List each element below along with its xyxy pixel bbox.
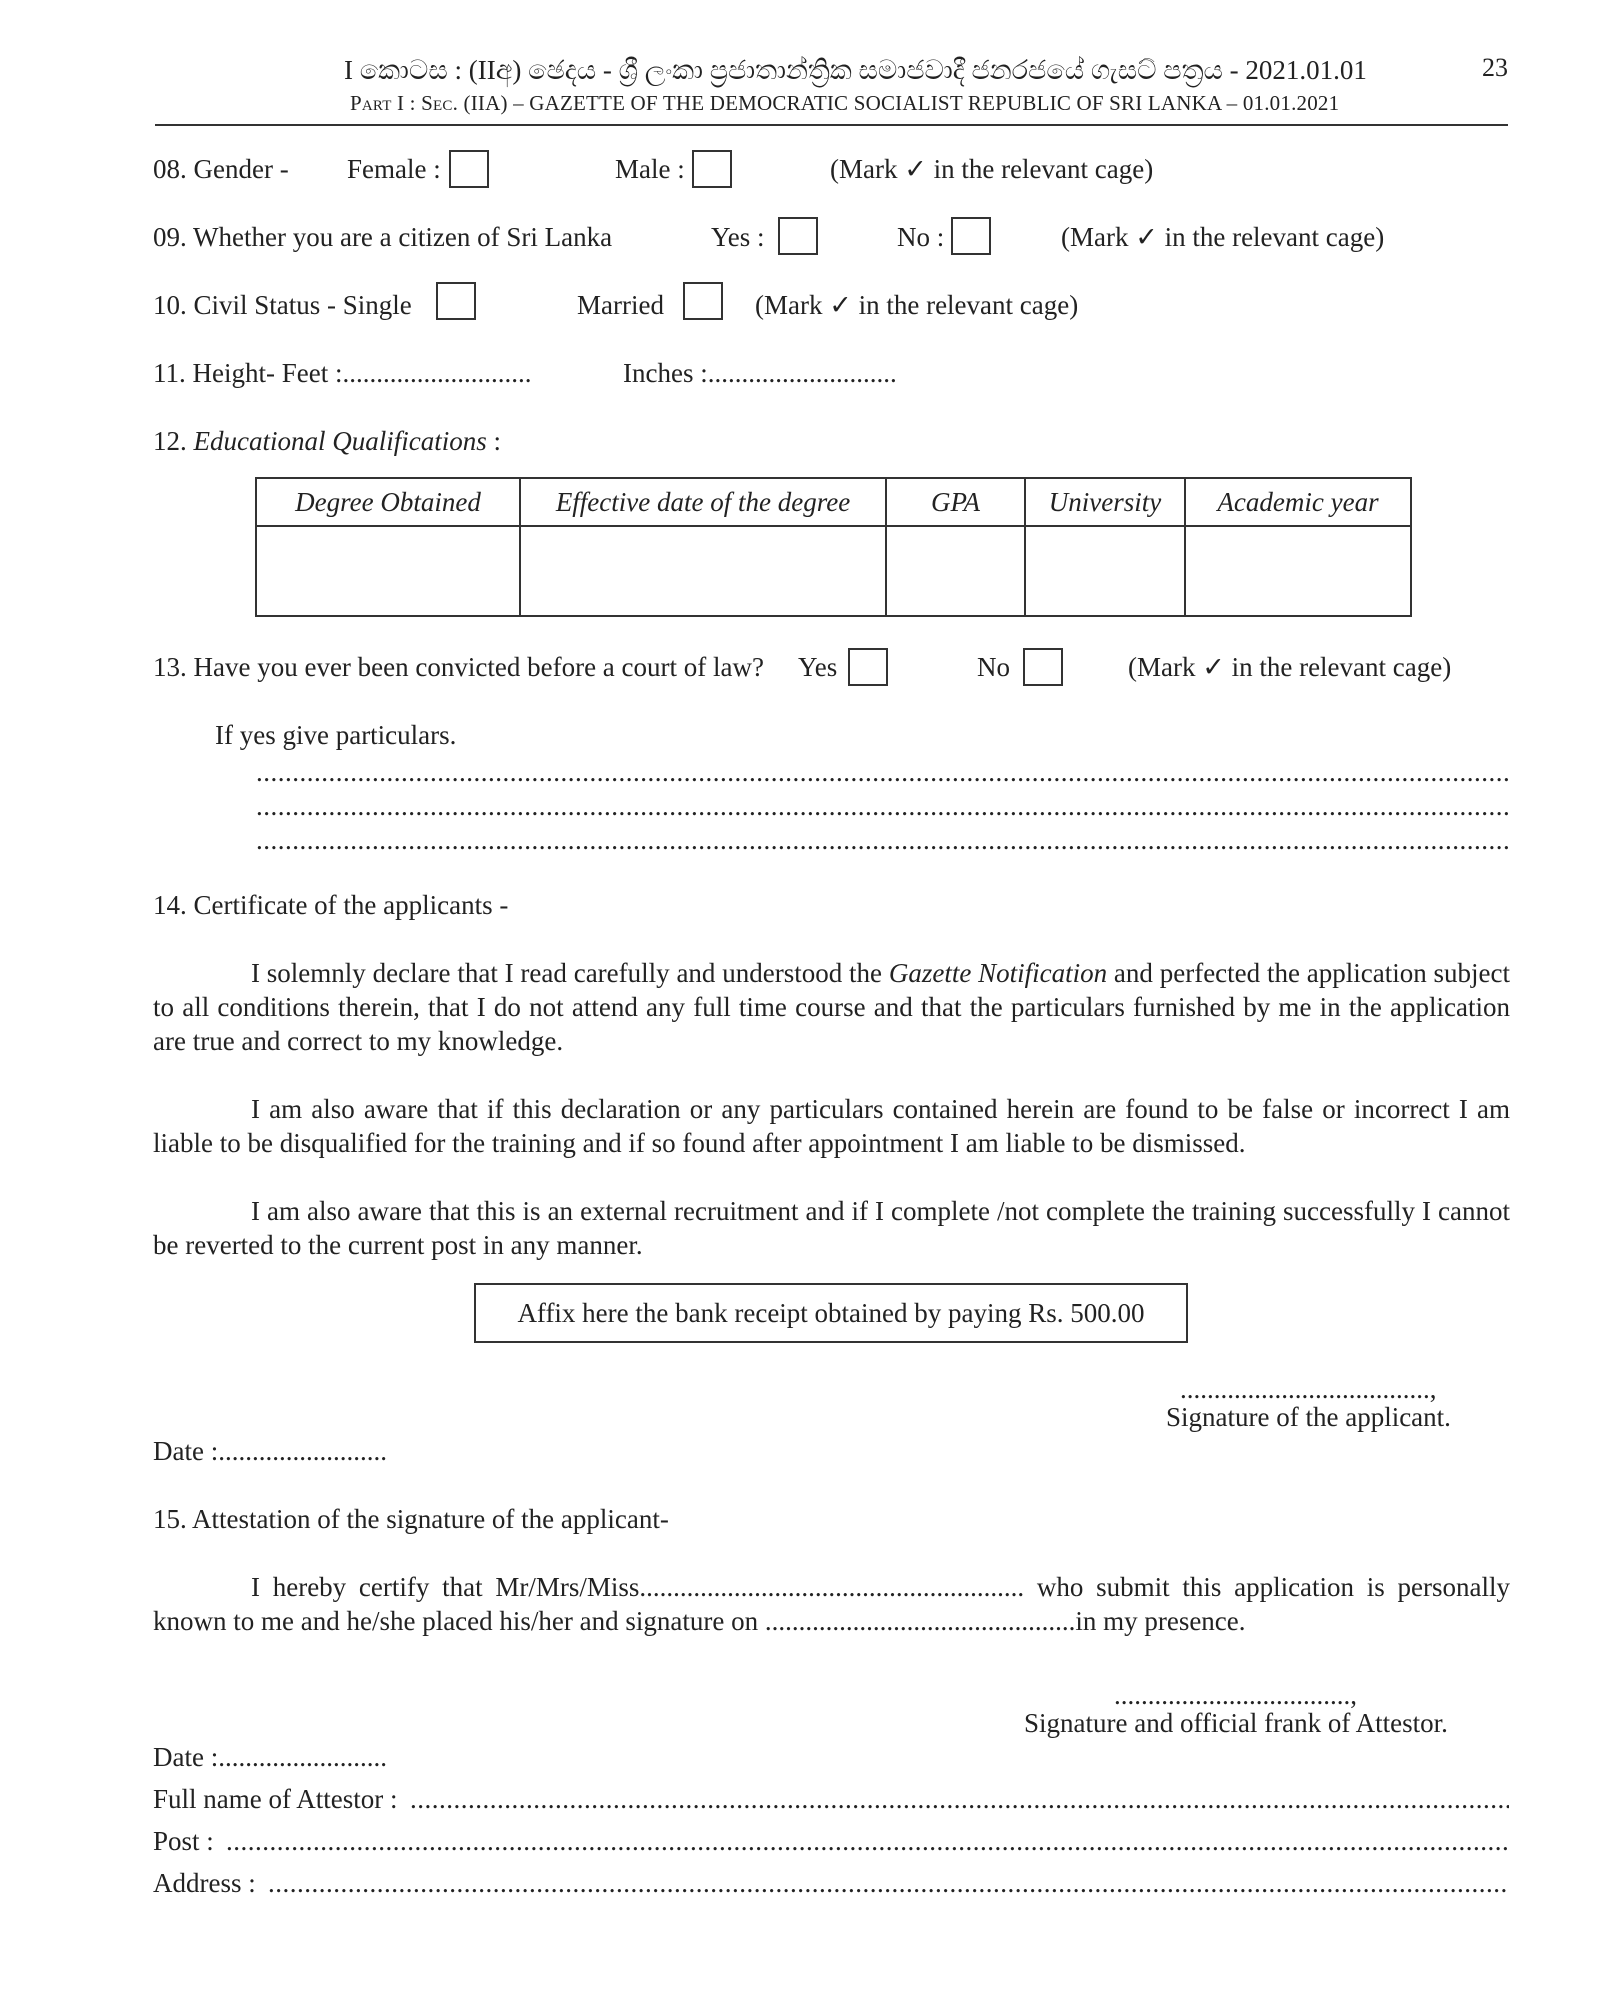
q10-married-label: Married xyxy=(577,290,664,320)
header-rule xyxy=(155,124,1508,126)
q12-number: 12. xyxy=(153,426,194,456)
female-checkbox[interactable] xyxy=(449,150,489,188)
attestation-paragraph xyxy=(153,1570,1510,1638)
q08-male-label: Male : xyxy=(615,154,685,184)
q13-particulars-label: If yes give particulars. xyxy=(215,720,457,750)
q10-mark-note: (Mark ✓ in the relevant cage) xyxy=(755,290,1079,320)
gazette-notification-term: Gazette Notification xyxy=(888,958,1108,988)
citizen-yes-checkbox[interactable] xyxy=(778,217,818,255)
citizen-no-checkbox[interactable] xyxy=(951,217,991,255)
education-table-header xyxy=(256,478,1411,526)
declaration-3-text: I am also aware that this is an external recruitment and if I complete /not complete the training successfully I cannot be reverted to the current post in any manner. xyxy=(153,1196,1510,1260)
q14-label: 14. Certificate of the applicants - xyxy=(153,890,509,920)
attestor-signature-line[interactable]: ..................................., xyxy=(1114,1680,1357,1710)
bank-receipt-box xyxy=(474,1283,1188,1343)
q12-label xyxy=(153,424,501,458)
col-degree-obtained: Degree Obtained xyxy=(256,478,520,526)
receipt-text-a: Affix here the bank receipt obtained by xyxy=(517,1298,949,1328)
receipt-amount: paying Rs. 500.00 xyxy=(948,1298,1145,1328)
effective-date-cell[interactable] xyxy=(520,526,886,616)
declaration-paragraph-2 xyxy=(153,1092,1510,1160)
q08-mark-note: (Mark ✓ in the relevant cage) xyxy=(830,154,1154,184)
male-checkbox[interactable] xyxy=(692,150,732,188)
applicant-signature-label: Signature of the applicant. xyxy=(1166,1402,1451,1432)
attestor-date-field[interactable]: Date :......................... xyxy=(153,1742,387,1772)
attestor-address-field[interactable] xyxy=(268,1866,1509,1900)
q10-label: 10. Civil Status - Single xyxy=(153,290,412,320)
education-table xyxy=(255,477,1412,617)
degree-obtained-cell[interactable] xyxy=(256,526,520,616)
q09-mark-note: (Mark ✓ in the relevant cage) xyxy=(1061,222,1385,252)
col-effective-date: Effective date of the degree xyxy=(520,478,886,526)
particulars-line-2[interactable] xyxy=(256,789,1509,823)
applicant-date-field[interactable]: Date :......................... xyxy=(153,1436,387,1466)
q09-no-label: No : xyxy=(897,222,945,252)
applicant-signature-line[interactable]: ....................................., xyxy=(1180,1374,1437,1404)
attestor-signature-label: Signature and official frank of Attestor. xyxy=(1024,1708,1448,1738)
q15-label: 15. Attestation of the signature of the applicant- xyxy=(153,1504,669,1534)
education-table-row xyxy=(256,526,1411,616)
q09-yes-label: Yes : xyxy=(711,222,765,252)
declaration-1-text-a: I solemnly declare that I read carefully and understood the xyxy=(251,958,889,988)
q13-mark-note: (Mark ✓ in the relevant cage) xyxy=(1128,652,1452,682)
col-gpa: GPA xyxy=(886,478,1025,526)
header-sinhala-line: I කොටස : (IIඅ) ඡෙදය - ශ්‍රී ලංකා ප්‍රජාතාන්ත්‍රික සමාජවාදී ජනරජයේ ගැසට් පත්‍රය - 2021.01.01 xyxy=(344,55,1367,85)
q08-female-label: Female : xyxy=(347,154,441,184)
q09-label: 09. Whether you are a citizen of Sri Lanka xyxy=(153,222,613,252)
declaration-1-text-b: and perfected the application subject to all conditions therein, that I do not attend any full time course and that the particulars furnished by me in the application are true and correct to my knowledge. xyxy=(153,958,1510,1056)
declaration-2-text: I am also aware that if this declaration or any particulars contained herein are found to be false or incorrect I am liable to be disqualified for the training and if so found after appointment I am liable to be dismissed. xyxy=(153,1094,1510,1158)
university-cell[interactable] xyxy=(1025,526,1185,616)
attestor-full-name-field[interactable] xyxy=(410,1782,1509,1816)
attestation-text: I hereby certify that Mr/Mrs/Miss......................................................... who submit this application is personally known to me and he/she placed his/her and signature on ..............................................in my presence. xyxy=(153,1572,1510,1636)
page-number: 23 xyxy=(1482,53,1508,82)
header-english-line: Part I : Sec. (IIA) – GAZETTE OF THE DEMOCRATIC SOCIALIST REPUBLIC OF SRI LANKA – 01.01.2021 xyxy=(350,91,1340,115)
q13-label: 13. Have you ever been convicted before a court of law? xyxy=(153,652,764,682)
single-checkbox[interactable] xyxy=(436,282,476,320)
particulars-line-3[interactable] xyxy=(256,823,1509,857)
height-feet-field[interactable]: 11. Height- Feet :............................ xyxy=(153,358,532,388)
q08-label: 08. Gender - xyxy=(153,154,289,184)
declaration-paragraph-3 xyxy=(153,1194,1510,1262)
q12-colon: : xyxy=(486,426,501,456)
col-university: University xyxy=(1025,478,1185,526)
married-checkbox[interactable] xyxy=(683,282,723,320)
col-academic-year: Academic year xyxy=(1185,478,1411,526)
attestor-full-name-label: Full name of Attestor : xyxy=(153,1784,398,1814)
q13-yes-label: Yes xyxy=(798,652,838,682)
convicted-yes-checkbox[interactable] xyxy=(848,648,888,686)
attestor-post-field[interactable] xyxy=(226,1824,1509,1858)
q13-no-label: No xyxy=(977,652,1010,682)
q12-title: Educational Qualifications xyxy=(193,426,487,456)
attestor-post-label: Post : xyxy=(153,1826,214,1856)
height-inches-field[interactable]: Inches :............................ xyxy=(623,358,897,388)
particulars-line-1[interactable] xyxy=(256,755,1509,789)
academic-year-cell[interactable] xyxy=(1185,526,1411,616)
attestor-address-label: Address : xyxy=(153,1868,256,1898)
convicted-no-checkbox[interactable] xyxy=(1023,648,1063,686)
declaration-paragraph-1 xyxy=(153,956,1510,1058)
gpa-cell[interactable] xyxy=(886,526,1025,616)
